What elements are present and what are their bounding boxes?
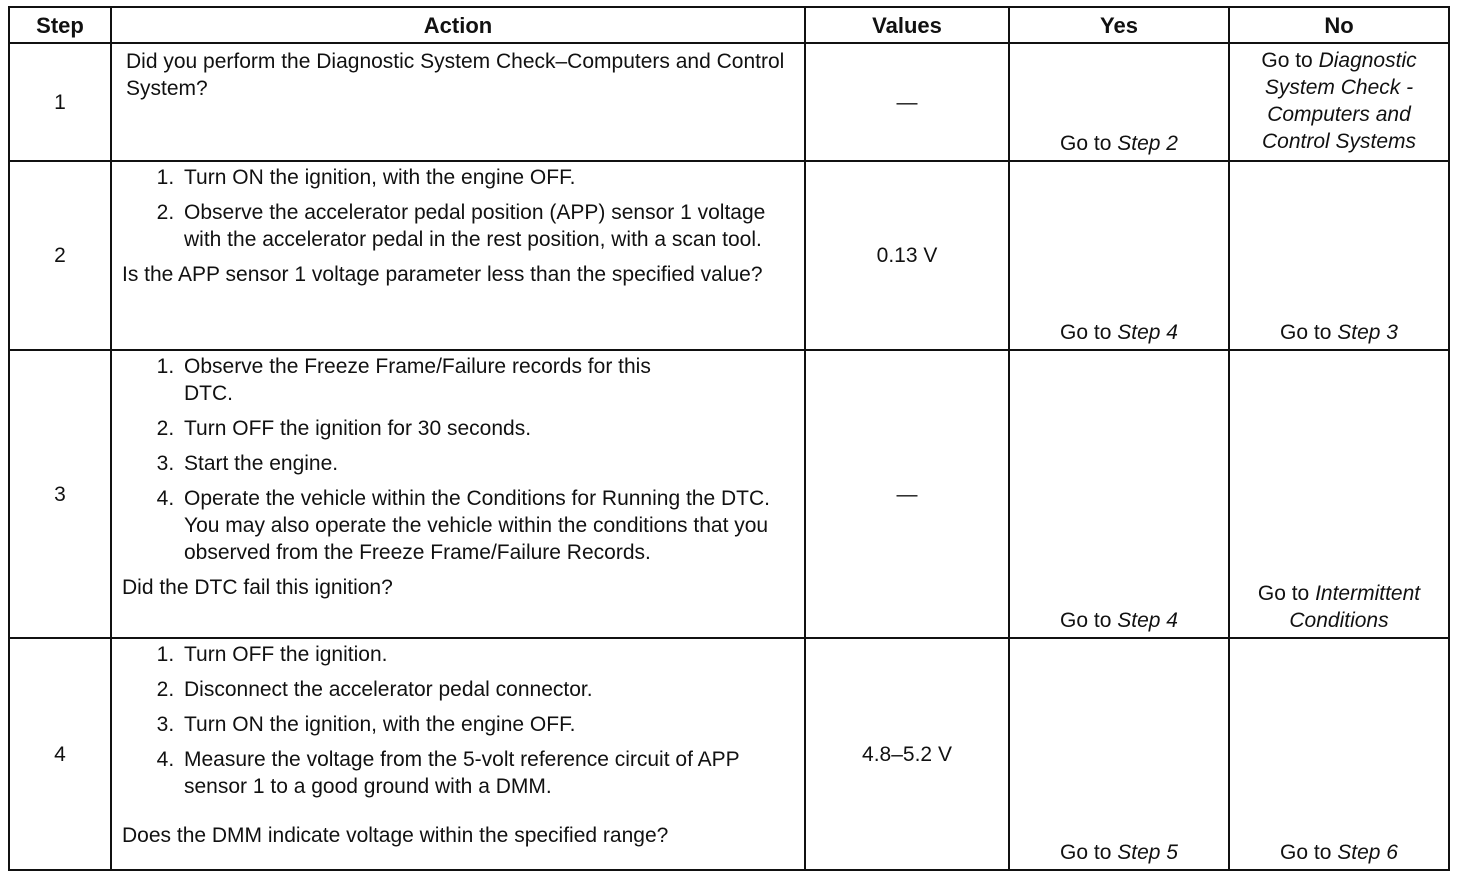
action-cell bbox=[111, 638, 805, 870]
value-cell: 0.13 V bbox=[805, 161, 1009, 350]
yes-link[interactable]: Step 2 bbox=[1117, 132, 1178, 155]
value-cell: — bbox=[805, 350, 1009, 638]
no-cell bbox=[1229, 161, 1449, 350]
header-yes: Yes bbox=[1009, 7, 1229, 43]
action-step: 3. Start the engine. bbox=[180, 450, 794, 477]
header-action: Action bbox=[111, 7, 805, 43]
action-step: 1. Turn ON the ignition, with the engine OFF. bbox=[180, 164, 794, 191]
no-cell bbox=[1229, 43, 1449, 161]
yes-prefix: Go to bbox=[1060, 132, 1118, 155]
header-step: Step bbox=[9, 7, 111, 43]
action-steps bbox=[122, 353, 794, 566]
yes-cell bbox=[1009, 161, 1229, 350]
action-cell bbox=[111, 43, 805, 161]
action-question: Does the DMM indicate voltage within the specified range? bbox=[122, 824, 669, 847]
action-step: 1. Turn OFF the ignition. bbox=[180, 641, 794, 668]
action-step: 2. Observe the accelerator pedal position (APP) sensor 1 voltage with the accelerator pedal in the rest position, with a scan tool. bbox=[180, 199, 794, 253]
action-question: Is the APP sensor 1 voltage parameter less than the specified value? bbox=[122, 263, 763, 286]
action-question: Did you perform the Diagnostic System Check–Computers and Control System? bbox=[126, 50, 785, 100]
table-row bbox=[9, 43, 1449, 161]
action-steps bbox=[122, 641, 794, 800]
header-values: Values bbox=[805, 7, 1009, 43]
action-step: 2. Turn OFF the ignition for 30 seconds. bbox=[180, 415, 794, 442]
action-step: 3. Turn ON the ignition, with the engine OFF. bbox=[180, 711, 794, 738]
action-steps bbox=[122, 164, 794, 253]
no-link[interactable]: Step 3 bbox=[1337, 321, 1398, 344]
action-step: 4. Measure the voltage from the 5-volt reference circuit of APP sensor 1 to a good ground with a DMM. bbox=[180, 746, 794, 800]
no-prefix: Go to bbox=[1280, 841, 1338, 864]
yes-prefix: Go to bbox=[1060, 321, 1118, 344]
no-prefix: Go to bbox=[1261, 48, 1319, 72]
yes-cell bbox=[1009, 638, 1229, 870]
action-step: 1. Observe the Freeze Frame/Failure records for this DTC. bbox=[180, 353, 794, 407]
no-cell bbox=[1229, 350, 1449, 638]
action-cell bbox=[111, 161, 805, 350]
value-cell: 4.8–5.2 V bbox=[805, 638, 1009, 870]
action-question: Did the DTC fail this ignition? bbox=[122, 576, 393, 599]
value-cell: — bbox=[805, 43, 1009, 161]
no-prefix: Go to bbox=[1257, 582, 1316, 605]
header-no: No bbox=[1229, 7, 1449, 43]
diagnostic-table bbox=[8, 6, 1450, 871]
action-step: 2. Disconnect the accelerator pedal connector. bbox=[180, 676, 794, 703]
no-link[interactable]: Diagnostic System Check - Computers and Control Systems bbox=[1261, 48, 1417, 153]
no-cell bbox=[1229, 638, 1449, 870]
yes-prefix: Go to bbox=[1060, 609, 1118, 632]
yes-link[interactable]: Step 4 bbox=[1117, 321, 1178, 344]
header-row bbox=[9, 7, 1449, 43]
table-row bbox=[9, 350, 1449, 638]
yes-link[interactable]: Step 4 bbox=[1117, 609, 1178, 632]
yes-cell bbox=[1009, 43, 1229, 161]
yes-link[interactable]: Step 5 bbox=[1117, 841, 1178, 864]
yes-cell bbox=[1009, 350, 1229, 638]
no-prefix: Go to bbox=[1280, 321, 1338, 344]
step-number: 3 bbox=[9, 350, 111, 638]
action-step: 4. Operate the vehicle within the Conditions for Running the DTC. You may also operate the vehicle within the conditions that you observed from the Freeze Frame/Failure Records. bbox=[180, 485, 794, 566]
no-link[interactable]: Intermittent Conditions bbox=[1289, 582, 1421, 632]
step-number: 1 bbox=[9, 43, 111, 161]
step-number: 4 bbox=[9, 638, 111, 870]
step-number: 2 bbox=[9, 161, 111, 350]
table-row bbox=[9, 638, 1449, 870]
action-cell bbox=[111, 350, 805, 638]
table-row bbox=[9, 161, 1449, 350]
yes-prefix: Go to bbox=[1060, 841, 1118, 864]
no-link[interactable]: Step 6 bbox=[1337, 841, 1398, 864]
